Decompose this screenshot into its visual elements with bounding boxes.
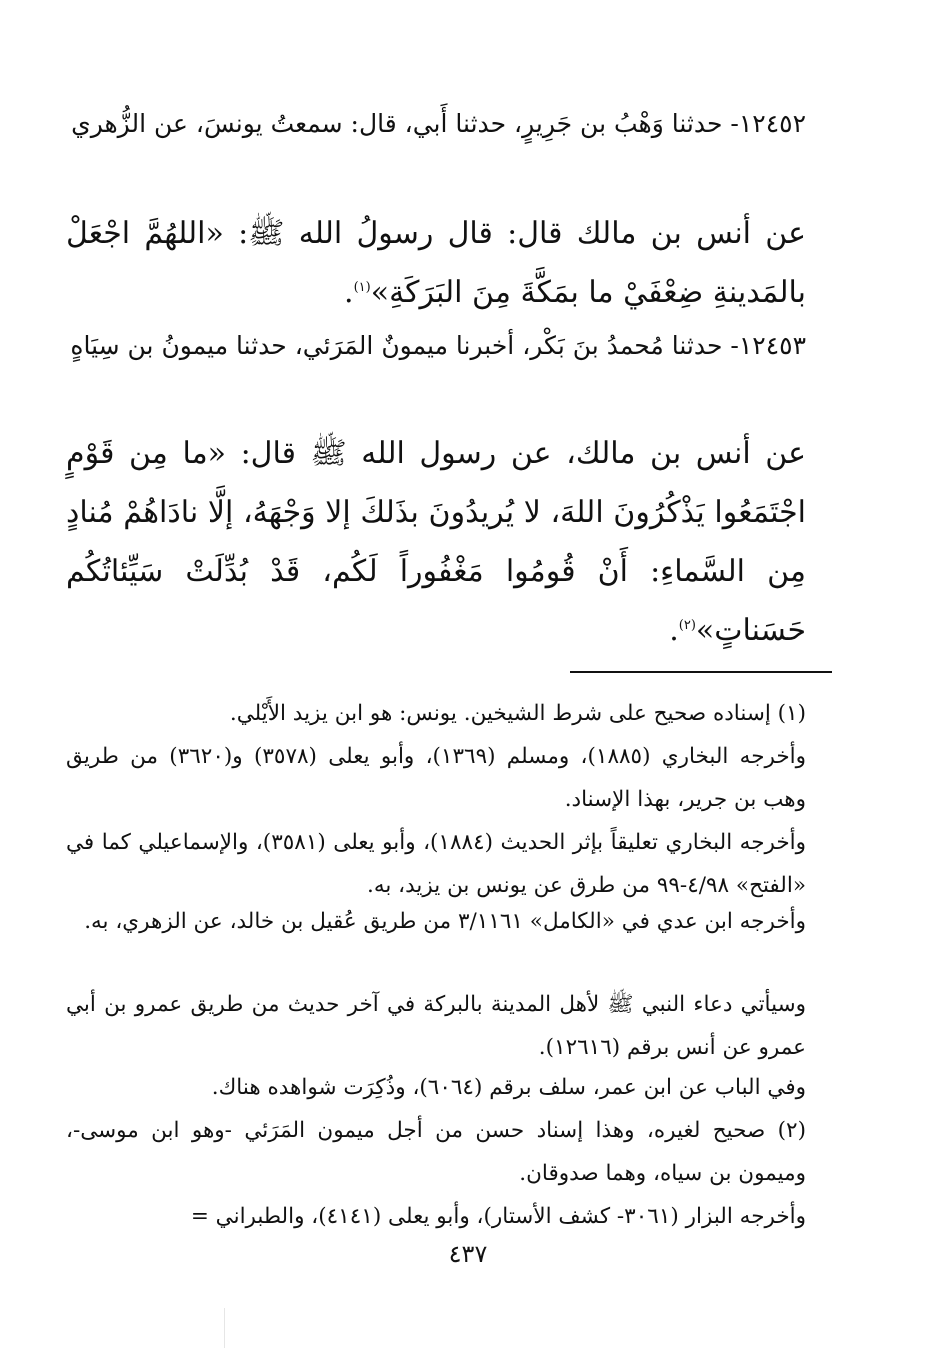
hadith-number: ١٢٤٥٢- [730,109,806,138]
footnote-divider [570,671,832,673]
footnote-1-intro: (١) إسناده صحيح على شرط الشيخين. يونس: هو ابن يزيد الأَيْلي. [229,701,806,726]
sentence-end: . [669,613,679,648]
footnote-ref: (١) [353,280,371,295]
footnote-1-para-5: وسيأتي دعاء النبي ﷺ لأهل المدينة بالبركة في آخر حديث من طريق عمرو بن أبي عمرو عن أنس برقم (١٢٦١٦). [66,992,806,1060]
hadith-matn: عن أنس بن مالك قال: قال رسولُ الله ﷺ: «اللهُمَّ اجْعَلْ بالمَدينةِ ضِعْفَيْ ما بمَكَّةَ مِنَ البَرَكَةِ» [66,216,806,310]
hadith-text-12452 [66,204,836,322]
hadith-number: ١٢٤٥٣- [730,331,806,360]
page-number: ٤٣٧ [448,1240,488,1268]
sentence-end: . [344,275,354,310]
hadith-chain-12452 [66,96,836,152]
footnote-ref: (٢) [678,618,696,633]
footnote-2-para-2: وأخرجه البزار (٣٠٦١- كشف الأستار)، وأبو يعلى (٤١٤١)، والطبراني = [190,1204,806,1229]
footnote-1-para-3: وأخرجه البخاري تعليقاً بإثر الحديث (١٨٨٤)، وأبو يعلى (٣٥٨١)، والإسماعيلي كما في «الفتح» ٤/٩٨-٩٩ من طرق عن يونس بن يزيد، به. [66,830,806,898]
footnote-1-para-4: وأخرجه ابن عدي في «الكامل» ٣/١١٦١ من طريق عُقيل بن خالد، عن الزهري، به. [84,909,806,934]
footnote-2-intro: (٢) صحيح لغيره، وهذا إسناد حسن من أجل ميمون المَرَئي -وهو ابن موسى-، وميمون بن سياه، وهما صدوقان. [66,1118,806,1186]
footnote-1-para-6: وفي الباب عن ابن عمر، سلف برقم (٦٠٦٤)، وذُكِرَت شواهده هناك. [211,1075,806,1100]
hadith-isnad: حدثنا وَهْبُ بن جَرِيرٍ، حدثنا أَبي، قال: سمعتُ يونسَ، عن الزُّهري [71,109,723,138]
hadith-chain-12453 [66,318,836,374]
scan-artifact [224,1308,225,1348]
hadith-isnad: حدثنا مُحمدُ بنَ بَكْر، أخبرنا ميمونٌ المَرَئي، حدثنا ميمونُ بن سِيَاهٍ [70,331,723,360]
hadith-matn: عن أنس بن مالك، عن رسول الله ﷺ قال: «ما مِن قَوْمٍ اجْتَمَعُوا يَذْكُرُونَ اللهَ، لا يُريدُونَ بذَلكَ إلا وَجْهَهُ، إلَّا نادَاهُمْ مُنادٍ مِن السَّماءِ: أَنْ قُومُوا مَغْفُوراً لَكُم، قَدْ بُدِّلَتْ سَيِّئاتُكُم حَسَناتٍ» [66,436,806,648]
hadith-text-12453 [66,424,836,660]
footnote-1-para-2: وأخرجه البخاري (١٨٨٥)، ومسلم (١٣٦٩)، وأبو يعلى (٣٥٧٨) و(٣٦٢٠) من طريق وهب بن جرير، بهذا الإسناد. [66,744,806,812]
